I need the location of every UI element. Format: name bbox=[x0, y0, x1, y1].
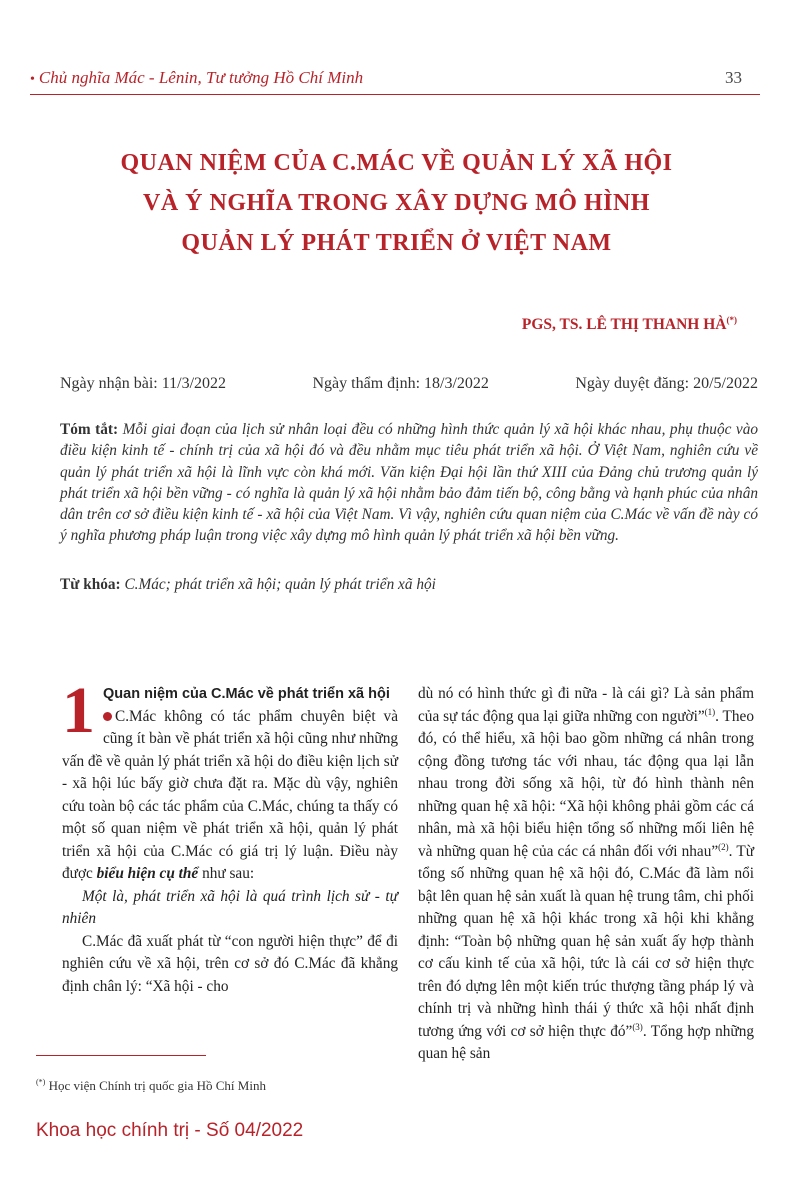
abstract-text: Mỗi giai đoạn của lịch sử nhân loại đều có những hình thức quản lý xã hội khác nhau, phụ thuộc vào điều kiện kinh tế - chính trị của xã hội đó và đều nhằm mục tiêu phát triển xã hội. Ở Việt Nam, nghiên cứu về quản lý phát triển xã hội là lĩnh vực còn khá mới. Văn kiện Đại hội lần thứ XIII của Đảng chủ trương quản lý phát triển xã hội bền vững - có nghĩa là quản lý xã hội nhằm bảo đảm tiến bộ, công bằng và hạnh phúc của nhân dân trên cơ sở điều kiện kinh tế - xã hội của Việt Nam. Vì vậy, nghiên cứu quan niệm của C.Mác về vấn đề này có ý nghĩa phương pháp luận trong việc xây dựng mô hình quản lý phát triển xã hội bền vững. bbox=[60, 421, 758, 545]
red-dot-icon bbox=[103, 712, 112, 721]
bullet-icon: • bbox=[30, 72, 35, 87]
author bbox=[522, 316, 737, 334]
emphasis: biểu hiện cụ thể bbox=[96, 865, 199, 882]
footnote-text: Học viện Chính trị quốc gia Hồ Chí Minh bbox=[48, 1078, 266, 1093]
abstract bbox=[60, 419, 758, 547]
footnote-ref-2: (2) bbox=[718, 841, 729, 852]
section-heading: Quan niệm của C.Mác về phát triển xã hội bbox=[103, 686, 390, 702]
paragraph-3: C.Mác đã xuất phát từ “con người hiện thực” để đi nghiên cứu về xã hội, trên cơ sở đó C.Mác đã khẳng định chân lý: “Xã hội - cho bbox=[62, 932, 398, 995]
article-dates bbox=[60, 375, 758, 393]
paragraph-right: dù nó có hình thức gì đi nữa - là cái gì? Là sản phẩm của sự tác động qua lại giữa những con người”$^{(1)}$. Theo đó, có thể hiểu, xã hội bao gồm những cá nhân trong cộng đồng tương tác với nhau, tác động qua lại lẫn nhau trong đời sống xã hội, từ đó hình thành nên những quan hệ xã hội: “Xã hội không phải gồm các cá nhân, mà xã hội biểu hiện tổng số những mối liên hệ và những quan hệ của các cá nhân đối với nhau”$^{(2)}$. Từ tổng số những quan hệ xã hội đó, C.Mác đã làm nổi bật lên quan hệ sản xuất là quan hệ trung tâm, chi phối những quan hệ xã hội khác trong xã hội khi khẳng định: “Toàn bộ những quan hệ sản xuất ấy hợp thành cơ cấu kinh tế của xã hội, tức là cái cơ sở hiện thực trên đó dựng lên một kiến trúc thượng tầng pháp lý và chính trị và những hình thái ý thức xã hội nhất định tương ứng với cơ sở hiện thực đó”$^{(3)}$. Tổng hợp những quan hệ sản bbox=[418, 685, 754, 1062]
title-line-3: QUẢN LÝ PHÁT TRIỂN Ở VIỆT NAM bbox=[181, 230, 612, 256]
body-column-right bbox=[418, 683, 754, 1066]
running-header-section bbox=[30, 68, 363, 88]
date-reviewed: Ngày thẩm định: 18/3/2022 bbox=[312, 375, 489, 392]
footnote-ref-1: (1) bbox=[704, 706, 716, 717]
author-name: PGS, TS. LÊ THỊ THANH HÀ bbox=[521, 316, 727, 333]
abstract-label: Tóm tắt: bbox=[60, 421, 119, 438]
keywords-text: C.Mác; phát triển xã hội; quản lý phát triển xã hội bbox=[124, 576, 436, 593]
running-header bbox=[30, 68, 742, 88]
paragraph-1: C.Mác không có tác phẩm chuyên biệt và cũng ít bàn về phát triển xã hội cũng như những vấn đề về quản lý phát triển xã hội do điều kiện lịch sử - xã hội lúc bấy giờ chưa đặt ra. Mặc dù vậy, nghiên cứu toàn bộ các tác phẩm của C.Mác, chúng ta thấy có một số quan niệm về phát triển xã hội, quản lý phát triển xã hội của C.Mác có giá trị lý luận. Điều này được biểu hiện cụ thể như sau: bbox=[62, 707, 398, 882]
body-column-left bbox=[62, 674, 398, 998]
footnote-mark: (*) bbox=[36, 1077, 46, 1087]
paragraph-2: Một là, phát triển xã hội là quá trình lịch sử - tự nhiên bbox=[62, 887, 398, 927]
footnote-ref-3: (3) bbox=[632, 1021, 643, 1032]
drop-cap: 1 bbox=[62, 674, 95, 747]
keywords bbox=[60, 576, 758, 594]
title-line-1: QUAN NIỆM CỦA C.MÁC VỀ QUẢN LÝ XÃ HỘI bbox=[120, 150, 673, 176]
section-name: Chủ nghĩa Mác - Lênin, Tư tưởng Hồ Chí Minh bbox=[38, 68, 364, 87]
page-number: 33 bbox=[725, 68, 742, 87]
keywords-label: Từ khóa: bbox=[60, 576, 121, 593]
footnote-rule bbox=[36, 1055, 206, 1056]
date-received: Ngày nhận bài: 11/3/2022 bbox=[60, 375, 227, 392]
footnote bbox=[36, 1078, 266, 1094]
journal-footer: Khoa học chính trị - Số 04/2022 bbox=[36, 1120, 304, 1141]
header-rule bbox=[30, 94, 760, 95]
article-title bbox=[60, 143, 733, 263]
date-approved: Ngày duyệt đăng: 20/5/2022 bbox=[575, 375, 758, 392]
title-line-2: VÀ Ý NGHĨA TRONG XÂY DỰNG MÔ HÌNH bbox=[143, 190, 650, 216]
author-footnote-mark: (*) bbox=[726, 314, 737, 325]
